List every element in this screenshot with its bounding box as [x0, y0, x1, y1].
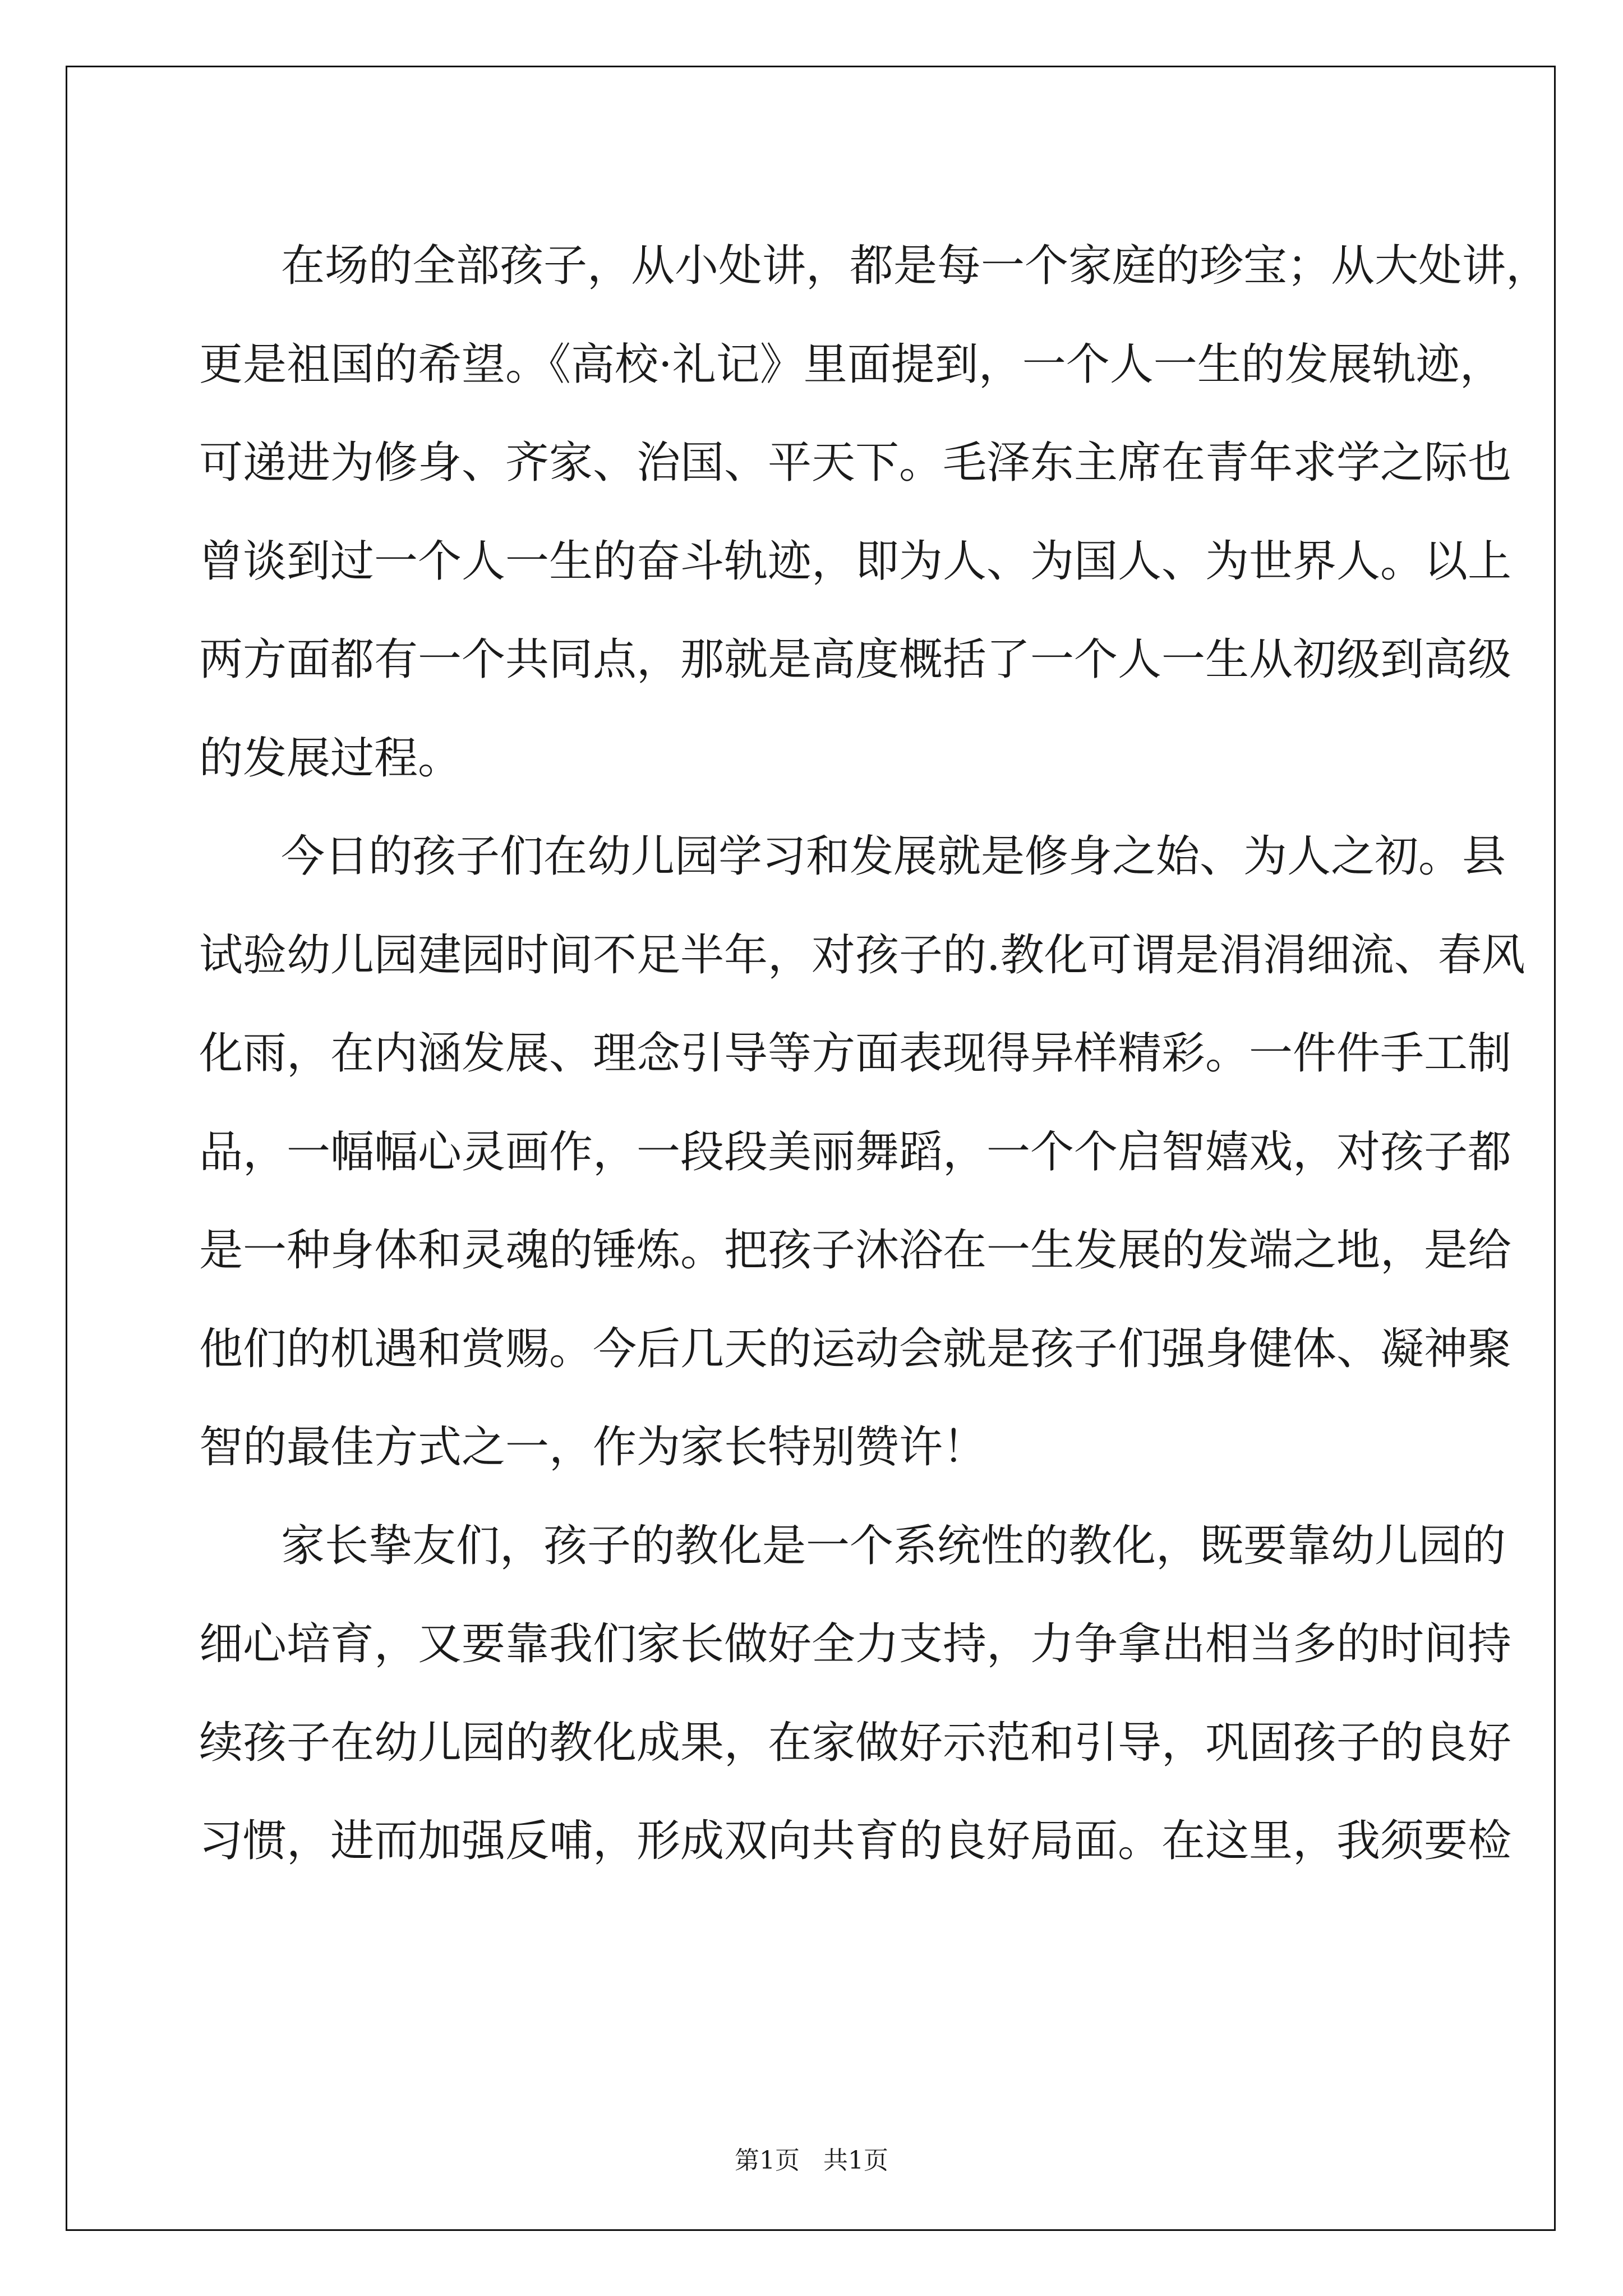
- paragraph-1-line-5: 两方面都有一个共同点，那就是高度概括了一个人一生从初级到高级: [199, 634, 1512, 685]
- paragraph-3-line-3: 续孩子在幼儿园的教化成果，在家做好示范和引导，巩固孩子的良好: [199, 1717, 1512, 1768]
- paragraph-1-line-2: 更是祖国的希望。《高校·礼记》里面提到，一个人一生的发展轨迹，: [199, 339, 1504, 390]
- paragraph-2-line-3: 化雨，在内涵发展、理念引导等方面表现得异样精彩。一件件手工制: [199, 1028, 1512, 1079]
- paragraph-2-line-5: 是一种身体和灵魂的锤炼。把孩子沐浴在一生发展的发端之地，是给: [199, 1225, 1512, 1276]
- paragraph-2-line-4: 品，一幅幅心灵画作，一段段美丽舞蹈，一个个启智嬉戏，对孩子都: [199, 1126, 1512, 1177]
- document-body: [199, 217, 1550, 1891]
- paragraph-3-line-2: 细心培育，又要靠我们家长做好全力支持，力争拿出相当多的时间持: [199, 1619, 1512, 1669]
- paragraph-3-line-4: 习惯，进而加强反哺，形成双向共育的良好局面。在这里，我须要检: [199, 1816, 1512, 1866]
- paragraph-2-line-1: 今日的孩子们在幼儿园学习和发展就是修身之始、为人之初。县: [281, 831, 1506, 882]
- paragraph-2-line-6: 他们的机遇和赏赐。今后几天的运动会就是孩子们强身健体、凝神聚: [199, 1323, 1512, 1374]
- paragraph-1-line-3: 可递进为修身、齐家、治国、平天下。毛泽东主席在青年求学之际也: [199, 438, 1512, 488]
- paragraph-3-line-1: 家长挚友们，孩子的教化是一个系统性的教化，既要靠幼儿园的: [281, 1520, 1506, 1571]
- paragraph-1-line-6: 的发展过程。: [199, 733, 462, 784]
- paragraph-2-line-7: 智的最佳方式之一，作为家长特别赞许！: [199, 1422, 987, 1473]
- page-number-footer: 第1页 共1页: [735, 2146, 888, 2175]
- paragraph-2-line-2: 试验幼儿园建园时间不足半年，对孩子的.教化可谓是涓涓细流、春风: [199, 930, 1525, 981]
- paragraph-1-line-4: 曾谈到过一个人一生的奋斗轨迹，即为人、为国人、为世界人。以上: [199, 536, 1512, 587]
- paragraph-1-line-1: 在场的全部孩子，从小处讲，都是每一个家庭的珍宝；从大处讲，: [281, 241, 1550, 291]
